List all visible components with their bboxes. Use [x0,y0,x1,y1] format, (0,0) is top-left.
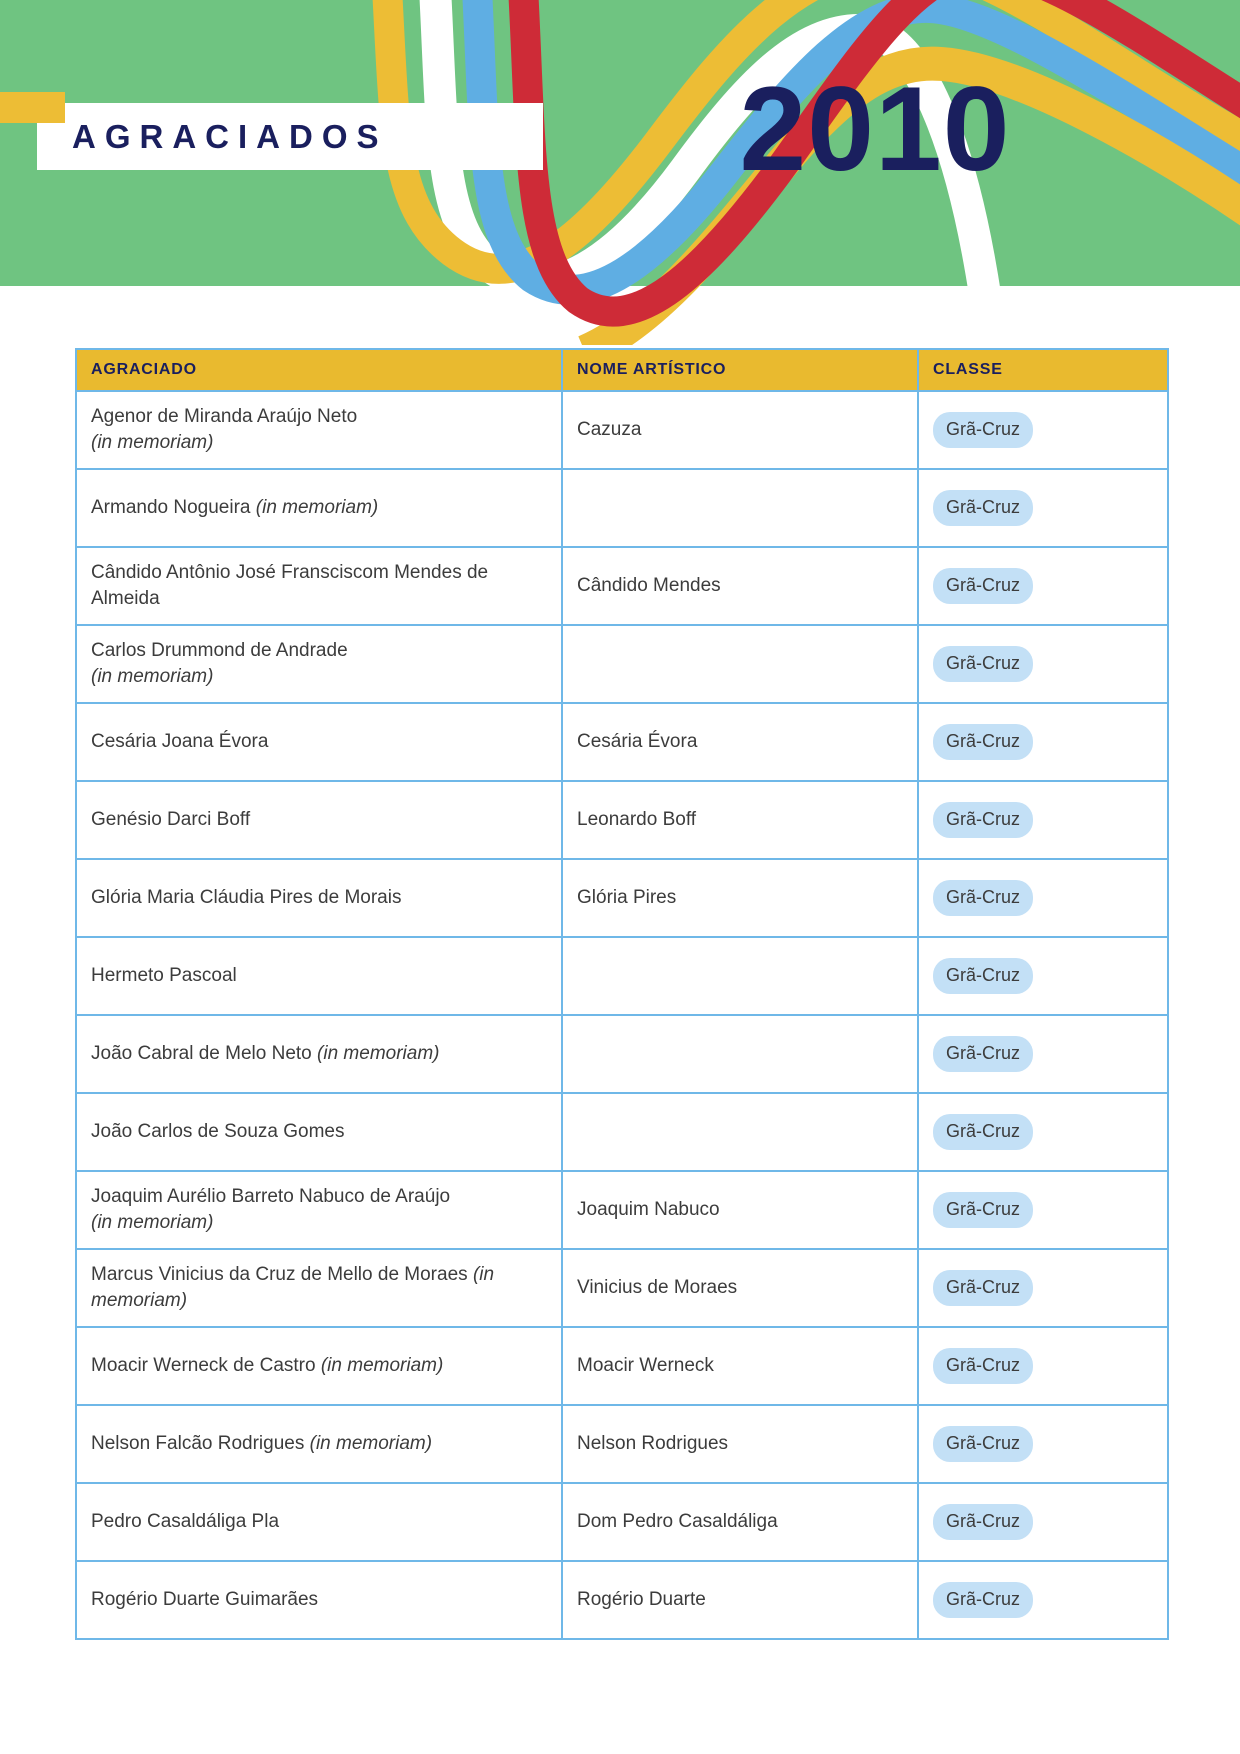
agraciado-name: Agenor de Miranda Araújo Neto [91,406,358,427]
classe-cell [918,937,1168,1015]
nome-artistico-cell [562,469,918,547]
agraciado-cell [76,1171,562,1249]
agraciado-cell [76,1327,562,1405]
agraciado-cell [76,1561,562,1639]
classe-cell [918,1483,1168,1561]
agraciado-name: Cesária Joana Évora [91,731,269,752]
table-row [76,703,1168,781]
classe-badge: Grã-Cruz [933,646,1033,682]
table-row [76,1561,1168,1639]
classe-cell [918,1093,1168,1171]
classe-badge: Grã-Cruz [933,724,1033,760]
table-row [76,1093,1168,1171]
table-row [76,1171,1168,1249]
agraciado-name: Joaquim Aurélio Barreto Nabuco de Araújo [91,1186,451,1207]
agraciado-name: Armando Nogueira [91,497,251,518]
nome-artistico: Joaquim Nabuco [577,1199,720,1220]
memoriam-note: (in memoriam) [91,1264,495,1311]
classe-cell [918,1015,1168,1093]
classe-cell [918,1249,1168,1327]
classe-cell [918,547,1168,625]
classe-badge: Grã-Cruz [933,1114,1033,1150]
memoriam-note: (in memoriam) [255,497,379,518]
memoriam-note: (in memoriam) [309,1433,433,1454]
classe-badge: Grã-Cruz [933,490,1033,526]
agraciado-cell [76,625,562,703]
agraciado-name: Genésio Darci Boff [91,809,251,830]
agraciado-cell [76,1093,562,1171]
page-header [0,0,1240,345]
table-row [76,391,1168,469]
table-row [76,859,1168,937]
table-header-row [76,349,1168,391]
nome-artistico-cell [562,1405,918,1483]
classe-cell [918,781,1168,859]
agraciado-name: Carlos Drummond de Andrade [91,640,348,661]
classe-badge: Grã-Cruz [933,1582,1033,1618]
agraciado-name: Nelson Falcão Rodrigues [91,1433,305,1454]
table-row [76,1327,1168,1405]
agraciado-cell [76,1405,562,1483]
agraciado-cell [76,937,562,1015]
table-row [76,469,1168,547]
table-row [76,937,1168,1015]
nome-artistico-cell [562,703,918,781]
classe-badge: Grã-Cruz [933,1270,1033,1306]
agraciado-name: Rogério Duarte Guimarães [91,1589,319,1610]
nome-artistico-cell [562,859,918,937]
classe-cell [918,1405,1168,1483]
agraciado-cell [76,1249,562,1327]
title-banner [37,103,543,170]
classe-badge: Grã-Cruz [933,958,1033,994]
agraciado-name: Cândido Antônio José Fransciscom Mendes de Almeida [91,562,489,609]
year-title: 2010 [739,62,1011,196]
agraciado-cell [76,1015,562,1093]
memoriam-note: (in memoriam) [91,666,214,687]
column-header-nome-artistico: NOME ARTÍSTICO [562,349,918,391]
nome-artistico: Dom Pedro Casaldáliga [577,1511,778,1532]
nome-artistico-cell [562,1249,918,1327]
agraciado-cell [76,547,562,625]
table-row [76,547,1168,625]
classe-cell [918,1327,1168,1405]
page-title: AGRACIADOS [72,117,388,155]
column-header-classe: CLASSE [918,349,1168,391]
nome-artistico: Nelson Rodrigues [577,1433,729,1454]
nome-artistico-cell [562,781,918,859]
nome-artistico: Cazuza [577,419,642,440]
nome-artistico: Leonardo Boff [577,809,697,830]
nome-artistico-cell [562,1327,918,1405]
nome-artistico: Glória Pires [577,887,677,908]
classe-badge: Grã-Cruz [933,1426,1033,1462]
classe-cell [918,1561,1168,1639]
nome-artistico: Cândido Mendes [577,575,721,596]
nome-artistico: Rogério Duarte [577,1589,706,1610]
classe-cell [918,625,1168,703]
agraciado-name: João Carlos de Souza Gomes [91,1121,345,1142]
classe-badge: Grã-Cruz [933,1036,1033,1072]
agraciado-name: Marcus Vinicius da Cruz de Mello de Moraes [91,1264,468,1285]
classe-cell [918,1171,1168,1249]
agraciado-cell [76,391,562,469]
nome-artistico-cell [562,625,918,703]
nome-artistico-cell [562,1483,918,1561]
classe-cell [918,859,1168,937]
agraciado-cell [76,1483,562,1561]
agraciado-name: Pedro Casaldáliga Pla [91,1511,280,1532]
column-header-agraciado: AGRACIADO [76,349,562,391]
classe-cell [918,469,1168,547]
classe-badge: Grã-Cruz [933,802,1033,838]
table-row [76,1015,1168,1093]
agraciado-cell [76,781,562,859]
nome-artistico-cell [562,1171,918,1249]
classe-cell [918,391,1168,469]
yellow-corner-block [0,92,65,123]
classe-badge: Grã-Cruz [933,1504,1033,1540]
agraciado-cell [76,703,562,781]
table-row [76,625,1168,703]
classe-cell [918,703,1168,781]
agraciado-name: Hermeto Pascoal [91,965,237,986]
agraciado-name: Moacir Werneck de Castro [91,1355,316,1376]
nome-artistico-cell [562,1093,918,1171]
nome-artistico: Cesária Évora [577,731,698,752]
classe-badge: Grã-Cruz [933,1348,1033,1384]
nome-artistico: Vinicius de Moraes [577,1277,738,1298]
classe-badge: Grã-Cruz [933,1192,1033,1228]
nome-artistico: Moacir Werneck [577,1355,714,1376]
agraciados-table [75,348,1169,1640]
memoriam-note: (in memoriam) [317,1043,440,1064]
nome-artistico-cell [562,547,918,625]
table-row [76,1483,1168,1561]
agraciado-cell [76,859,562,937]
nome-artistico-cell [562,1015,918,1093]
memoriam-note: (in memoriam) [320,1355,444,1376]
agraciado-name: João Cabral de Melo Neto [91,1043,312,1064]
classe-badge: Grã-Cruz [933,412,1033,448]
agraciado-cell [76,469,562,547]
table-row [76,781,1168,859]
agraciado-name: Glória Maria Cláudia Pires de Morais [91,887,402,908]
memoriam-note: (in memoriam) [91,432,214,453]
nome-artistico-cell [562,1561,918,1639]
table-row [76,1405,1168,1483]
nome-artistico-cell [562,391,918,469]
memoriam-note: (in memoriam) [91,1212,214,1233]
classe-badge: Grã-Cruz [933,880,1033,916]
table-row [76,1249,1168,1327]
classe-badge: Grã-Cruz [933,568,1033,604]
nome-artistico-cell [562,937,918,1015]
